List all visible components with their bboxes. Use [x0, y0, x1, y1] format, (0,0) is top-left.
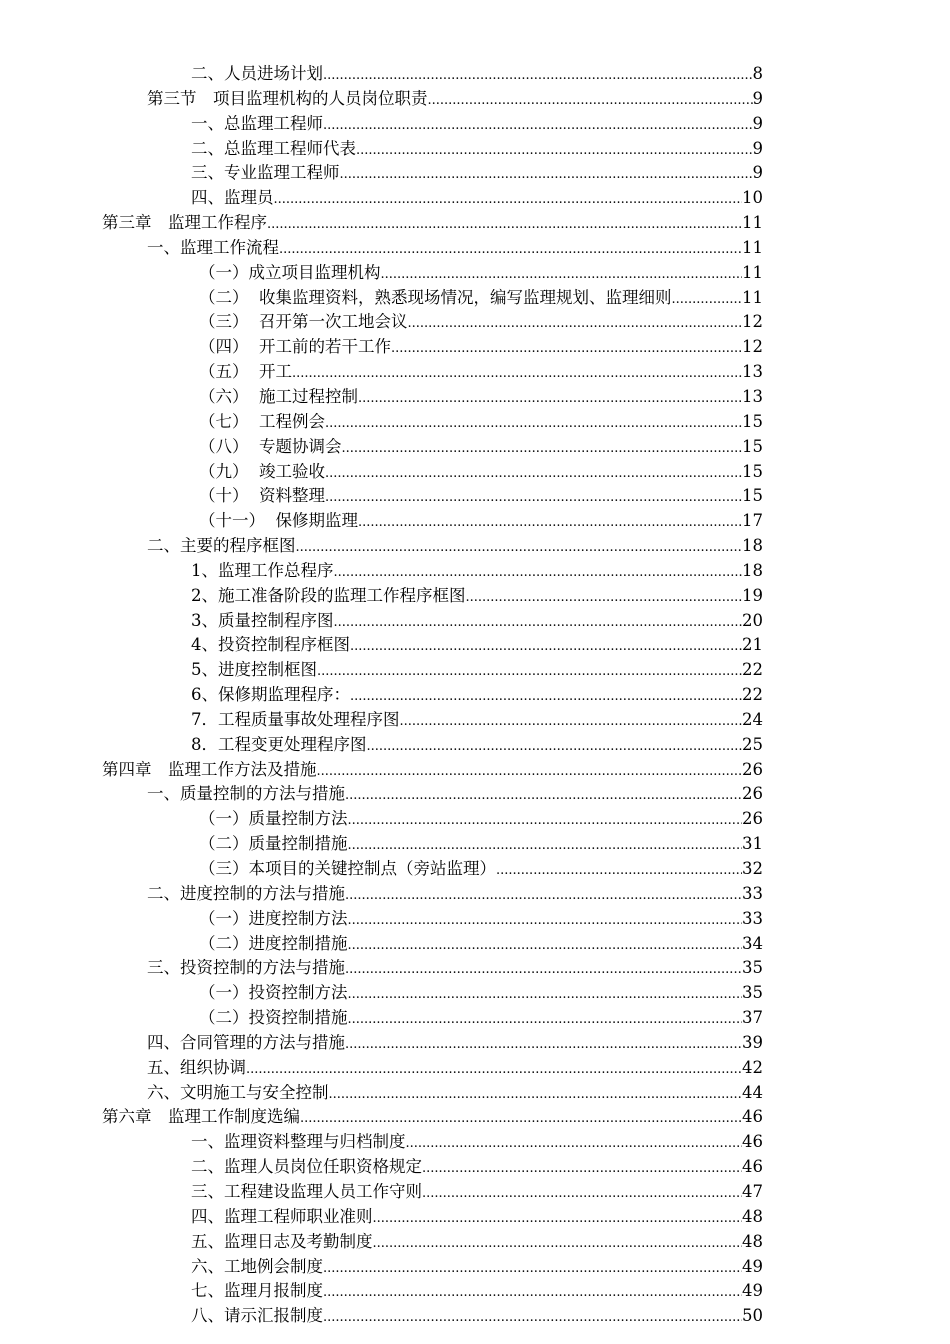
- toc-page-number: 20: [742, 610, 763, 630]
- toc-entry[interactable]: [199, 261, 763, 286]
- toc-entry-title: 四、监理工程师职业准则: [191, 1206, 373, 1226]
- toc-entry[interactable]: [102, 211, 763, 236]
- toc-entry[interactable]: [147, 1056, 763, 1081]
- dot-leader: [274, 188, 743, 213]
- toc-page-number: 33: [742, 908, 763, 928]
- toc-entry-title: 5、进度控制框图: [191, 660, 317, 680]
- toc-entry-body: [191, 633, 742, 660]
- toc-entry-body: [199, 286, 742, 313]
- toc-page-number: 33: [742, 883, 763, 903]
- toc-entry-body: [147, 534, 742, 561]
- dot-leader: [325, 412, 742, 437]
- toc-entry-body: [199, 335, 742, 362]
- dot-leader: [373, 1232, 743, 1257]
- toc-entry-body: [191, 683, 742, 710]
- dot-leader: [672, 288, 743, 313]
- toc-page-number: 37: [742, 1008, 763, 1028]
- toc-entry[interactable]: [191, 1155, 763, 1180]
- toc-entry-body: [147, 956, 742, 983]
- toc-entry[interactable]: [191, 62, 763, 87]
- toc-entry[interactable]: [199, 932, 763, 957]
- toc-entry-title: 二、人员进场计划: [191, 64, 323, 83]
- toc-entry-body: [191, 708, 742, 735]
- toc-entry-body: [191, 559, 742, 586]
- toc-entry[interactable]: [102, 758, 763, 783]
- dot-leader: [323, 114, 753, 139]
- toc-entry[interactable]: [191, 1205, 763, 1230]
- toc-entry-body: [199, 261, 742, 288]
- dot-leader: [406, 1132, 743, 1157]
- toc-entry[interactable]: [199, 484, 763, 509]
- toc-entry-title: 一、质量控制的方法与措施: [147, 784, 345, 804]
- dot-leader: [391, 337, 742, 362]
- toc-page-number: 26: [742, 784, 763, 804]
- toc-page-number: 11: [742, 237, 763, 257]
- toc-entry[interactable]: [191, 1255, 763, 1280]
- toc-page-number: 13: [742, 386, 763, 406]
- toc-entry[interactable]: [147, 236, 763, 261]
- toc-entry[interactable]: [147, 1031, 763, 1056]
- toc-entry-body: [191, 161, 753, 188]
- toc-entry[interactable]: [191, 112, 763, 137]
- toc-entry-body: [147, 236, 742, 263]
- toc-entry-body: [199, 410, 742, 437]
- toc-entry-title: （三） 召开第一次工地会议: [199, 312, 408, 332]
- toc-page-number: 48: [742, 1206, 763, 1226]
- dot-leader: [348, 983, 743, 1008]
- toc-entry[interactable]: [199, 435, 763, 460]
- dot-leader: [373, 1207, 743, 1232]
- toc-entry-title: （十一） 保修期监理: [199, 511, 358, 531]
- toc-entry[interactable]: [191, 633, 763, 658]
- dot-leader: [296, 536, 743, 561]
- dot-leader: [340, 163, 753, 188]
- toc-entry-title: （一）进度控制方法: [199, 908, 348, 928]
- toc-page-number: 50: [742, 1306, 763, 1326]
- toc-entry-body: [191, 609, 742, 636]
- toc-entry-body: [191, 658, 742, 685]
- toc-entry-body: [147, 882, 742, 909]
- toc-entry-title: 第六章 监理工作制度选编: [102, 1107, 300, 1127]
- toc-page-number: 15: [742, 411, 763, 431]
- toc-entry-body: [199, 932, 742, 959]
- toc-entry-body: [191, 62, 753, 89]
- dot-leader: [348, 809, 743, 834]
- toc-entry-title: 四、合同管理的方法与措施: [147, 1032, 345, 1052]
- toc-entry-title: 四、监理员: [191, 188, 274, 208]
- dot-leader: [342, 437, 743, 462]
- toc-entry-title: 二、监理人员岗位任职资格规定: [191, 1157, 422, 1177]
- dot-leader: [323, 64, 753, 89]
- toc-entry[interactable]: [199, 857, 763, 882]
- dot-leader: [381, 263, 743, 288]
- toc-entry-body: [199, 385, 742, 412]
- dot-leader: [428, 89, 753, 114]
- dot-leader: [317, 760, 743, 785]
- toc-entry-body: [102, 211, 742, 238]
- toc-entry[interactable]: [199, 460, 763, 485]
- toc-entry[interactable]: [191, 683, 763, 708]
- toc-entry-title: 一、监理工作流程: [147, 237, 279, 257]
- toc-entry[interactable]: [191, 161, 763, 186]
- toc-entry-title: 第四章 监理工作方法及措施: [102, 759, 317, 779]
- toc-page-number: 31: [742, 834, 763, 854]
- toc-page-number: 46: [742, 1157, 763, 1177]
- toc-entry-body: [191, 1180, 742, 1207]
- dot-leader: [345, 1033, 742, 1058]
- toc-page-number: 19: [742, 585, 763, 605]
- toc-entry-title: （三）本项目的关键控制点（旁站监理）: [199, 859, 496, 878]
- toc-entry[interactable]: [199, 335, 763, 360]
- toc-entry-body: [191, 112, 753, 139]
- toc-page-number: 46: [742, 1132, 763, 1152]
- toc-entry[interactable]: [199, 360, 763, 385]
- dot-leader: [329, 1083, 743, 1108]
- toc-page-number: 49: [742, 1281, 763, 1301]
- toc-entry[interactable]: [191, 137, 763, 162]
- toc-entry[interactable]: [147, 782, 763, 807]
- toc-entry[interactable]: [199, 385, 763, 410]
- toc-entry-title: 2、施工准备阶段的监理工作程序框图: [191, 585, 466, 605]
- toc-entry-body: [102, 1105, 742, 1132]
- toc-page-number: 22: [742, 685, 763, 705]
- toc-entry-title: 二、主要的程序框图: [147, 536, 296, 556]
- dot-leader: [325, 462, 742, 487]
- toc-entry-body: [102, 758, 742, 785]
- dot-leader: [422, 1182, 742, 1207]
- toc-entry-body: [191, 1130, 742, 1157]
- toc-page-number: 25: [742, 734, 763, 754]
- toc-entry-title: 第三节 项目监理机构的人员岗位职责: [147, 88, 428, 108]
- toc-entry-title: 七、监理月报制度: [191, 1281, 323, 1301]
- toc-page-number: 46: [742, 1107, 763, 1127]
- dot-leader: [400, 710, 743, 735]
- toc-entry-body: [191, 1304, 742, 1331]
- toc-entry-title: 三、专业监理工程师: [191, 163, 340, 183]
- toc-page-number: 15: [742, 486, 763, 506]
- toc-page-number: 9: [752, 88, 763, 108]
- dot-leader: [408, 312, 743, 337]
- dot-leader: [422, 1157, 742, 1182]
- toc-entry-body: [147, 1031, 742, 1058]
- toc-page-number: 39: [742, 1032, 763, 1052]
- toc-entry[interactable]: [199, 807, 763, 832]
- toc-entry-body: [191, 1155, 742, 1182]
- toc-page-number: 13: [742, 362, 763, 382]
- toc-page-number: 34: [742, 933, 763, 953]
- toc-entry-title: （二）质量控制措施: [199, 834, 348, 854]
- dot-leader: [334, 561, 743, 586]
- toc-entry-title: （九） 竣工验收: [199, 461, 325, 481]
- toc-entry-body: [199, 857, 742, 884]
- toc-entry-body: [191, 1255, 742, 1282]
- toc-entry[interactable]: [191, 559, 763, 584]
- dot-leader: [246, 1058, 742, 1083]
- toc-page-number: 32: [742, 859, 763, 878]
- dot-leader: [345, 884, 742, 909]
- toc-page-number: 35: [742, 983, 763, 1003]
- toc-page-number: 12: [742, 337, 763, 357]
- toc-entry[interactable]: [191, 186, 763, 211]
- toc-entry-title: （二）进度控制措施: [199, 933, 348, 953]
- toc-entry[interactable]: [147, 882, 763, 907]
- toc-entry[interactable]: [191, 708, 763, 733]
- toc-entry-title: （二） 收集监理资料，熟悉现场情况，编写监理规划、监理细则: [199, 287, 672, 307]
- toc-entry[interactable]: [199, 509, 763, 534]
- toc-page-number: 48: [742, 1231, 763, 1251]
- toc-page-number: 44: [742, 1082, 763, 1102]
- toc-entry-body: [191, 1205, 742, 1232]
- toc-entry-title: 一、监理资料整理与归档制度: [191, 1132, 406, 1152]
- toc-entry-title: （一）投资控制方法: [199, 983, 348, 1003]
- toc-entry[interactable]: [147, 956, 763, 981]
- toc-entry-title: （一）成立项目监理机构: [199, 262, 381, 282]
- dot-leader: [323, 1281, 742, 1306]
- toc-entry-title: 8．工程变更处理程序图: [191, 734, 367, 754]
- toc-entry-title: 五、组织协调: [147, 1057, 246, 1077]
- toc-entry-title: 三、工程建设监理人员工作守则: [191, 1181, 422, 1201]
- toc-entry-title: 第三章 监理工作程序: [102, 213, 267, 233]
- toc-entry-body: [147, 1081, 742, 1108]
- toc-page-number: 22: [742, 660, 763, 680]
- dot-leader: [334, 611, 743, 636]
- toc-entry-title: 7．工程质量事故处理程序图: [191, 709, 400, 729]
- toc-page-number: 21: [742, 635, 763, 655]
- toc-entry-title: 4、投资控制程序框图: [191, 635, 350, 655]
- dot-leader: [350, 635, 742, 660]
- toc-entry-title: 三、投资控制的方法与措施: [147, 958, 345, 978]
- dot-leader: [292, 362, 742, 387]
- toc-page-number: 26: [742, 759, 763, 779]
- toc-page-number: 9: [752, 163, 763, 183]
- dot-leader: [323, 1257, 742, 1282]
- toc-entry[interactable]: [191, 609, 763, 634]
- toc-page-number: 9: [752, 113, 763, 133]
- toc-page-number: 11: [742, 262, 763, 282]
- toc-page-number: 18: [742, 536, 763, 556]
- toc-page-number: 11: [742, 213, 763, 233]
- toc-entry-title: 二、进度控制的方法与措施: [147, 883, 345, 903]
- toc-page-number: 49: [742, 1256, 763, 1276]
- dot-leader: [345, 958, 742, 983]
- toc-entry-body: [199, 310, 742, 337]
- toc-entry-body: [147, 87, 753, 114]
- toc-page-number: 15: [742, 436, 763, 456]
- dot-leader: [348, 1008, 743, 1033]
- toc-entry-title: （十） 资料整理: [199, 486, 325, 506]
- toc-entry[interactable]: [102, 1105, 763, 1130]
- toc-entry[interactable]: [191, 658, 763, 683]
- toc-entry-title: （一）质量控制方法: [199, 809, 348, 829]
- toc-entry-body: [191, 137, 753, 164]
- toc-entry-title: （四） 开工前的若干工作: [199, 337, 391, 357]
- dot-leader: [348, 834, 743, 859]
- toc-entry[interactable]: [191, 584, 763, 609]
- toc-page-number: 24: [742, 709, 763, 729]
- toc-entry-title: 五、监理日志及考勤制度: [191, 1231, 373, 1251]
- toc-entry-body: [199, 509, 742, 536]
- toc-entry-title: 3、质量控制程序图: [191, 610, 334, 630]
- toc-page-number: 9: [752, 138, 763, 158]
- toc-entry-title: 二、总监理工程师代表: [191, 138, 356, 158]
- toc-entry-title: 六、工地例会制度: [191, 1256, 323, 1276]
- toc-entry[interactable]: [199, 981, 763, 1006]
- toc-entry-body: [191, 584, 742, 611]
- toc-entry[interactable]: [147, 534, 763, 559]
- toc-entry-title: （六） 施工过程控制: [199, 386, 358, 406]
- toc-page-number: 35: [742, 958, 763, 978]
- dot-leader: [300, 1107, 742, 1132]
- toc-page-number: 17: [742, 511, 763, 531]
- toc-entry-title: （七） 工程例会: [199, 411, 325, 431]
- toc-entry[interactable]: [147, 87, 763, 112]
- dot-leader: [348, 909, 743, 934]
- toc-page-number: 15: [742, 461, 763, 481]
- dot-leader: [267, 213, 742, 238]
- toc-entry[interactable]: [191, 1279, 763, 1304]
- dot-leader: [325, 486, 742, 511]
- toc-entry[interactable]: [199, 907, 763, 932]
- toc-page-number: 8: [752, 64, 763, 83]
- toc-entry-body: [199, 807, 742, 834]
- toc-entry-title: 一、总监理工程师: [191, 113, 323, 133]
- toc-entry-title: 六、文明施工与安全控制: [147, 1082, 329, 1102]
- toc-entry-body: [199, 907, 742, 934]
- toc-entry[interactable]: [191, 1230, 763, 1255]
- toc-entry[interactable]: [147, 1081, 763, 1106]
- toc-entry-body: [199, 435, 742, 462]
- toc-entry[interactable]: [199, 1006, 763, 1031]
- toc-entry[interactable]: [191, 1130, 763, 1155]
- dot-leader: [356, 139, 753, 164]
- toc-page-number: 26: [742, 809, 763, 829]
- toc-entry-body: [147, 782, 742, 809]
- table-of-contents: [0, 62, 950, 1329]
- toc-entry-body: [199, 484, 742, 511]
- toc-page-number: 12: [742, 312, 763, 332]
- toc-entry[interactable]: [199, 832, 763, 857]
- toc-entry-title: 6、保修期监理程序：: [191, 685, 350, 705]
- toc-entry-title: 1、监理工作总程序: [191, 560, 334, 580]
- dot-leader: [367, 735, 743, 760]
- toc-entry[interactable]: [191, 1180, 763, 1205]
- dot-leader: [345, 784, 742, 809]
- toc-page-number: 11: [742, 287, 763, 307]
- toc-entry-body: [191, 733, 742, 760]
- toc-entry-body: [191, 186, 742, 213]
- toc-entry-body: [147, 1056, 742, 1083]
- toc-entry-body: [199, 832, 742, 859]
- toc-entry-title: （五） 开工: [199, 362, 292, 382]
- toc-entry[interactable]: [199, 310, 763, 335]
- toc-entry-body: [199, 360, 742, 387]
- toc-page-number: 18: [742, 560, 763, 580]
- toc-entry-title: （八） 专题协调会: [199, 436, 342, 456]
- dot-leader: [496, 859, 742, 884]
- toc-entry-body: [199, 1006, 742, 1033]
- toc-entry[interactable]: [199, 286, 763, 311]
- toc-entry-body: [199, 460, 742, 487]
- dot-leader: [279, 238, 742, 263]
- toc-page-number: 42: [742, 1057, 763, 1077]
- dot-leader: [348, 934, 743, 959]
- toc-entry[interactable]: [191, 733, 763, 758]
- toc-entry-title: （二）投资控制措施: [199, 1008, 348, 1028]
- toc-entry-title: 八、请示汇报制度: [191, 1306, 323, 1326]
- dot-leader: [323, 1306, 742, 1331]
- dot-leader: [350, 685, 742, 710]
- toc-entry[interactable]: [199, 410, 763, 435]
- toc-page-number: 47: [742, 1181, 763, 1201]
- toc-entry-body: [191, 1230, 742, 1257]
- dot-leader: [466, 586, 743, 611]
- toc-entry-body: [199, 981, 742, 1008]
- dot-leader: [358, 511, 742, 536]
- toc-page-number: 10: [742, 188, 763, 208]
- toc-entry[interactable]: [191, 1304, 763, 1329]
- dot-leader: [358, 387, 742, 412]
- toc-entry-body: [191, 1279, 742, 1306]
- dot-leader: [317, 660, 742, 685]
